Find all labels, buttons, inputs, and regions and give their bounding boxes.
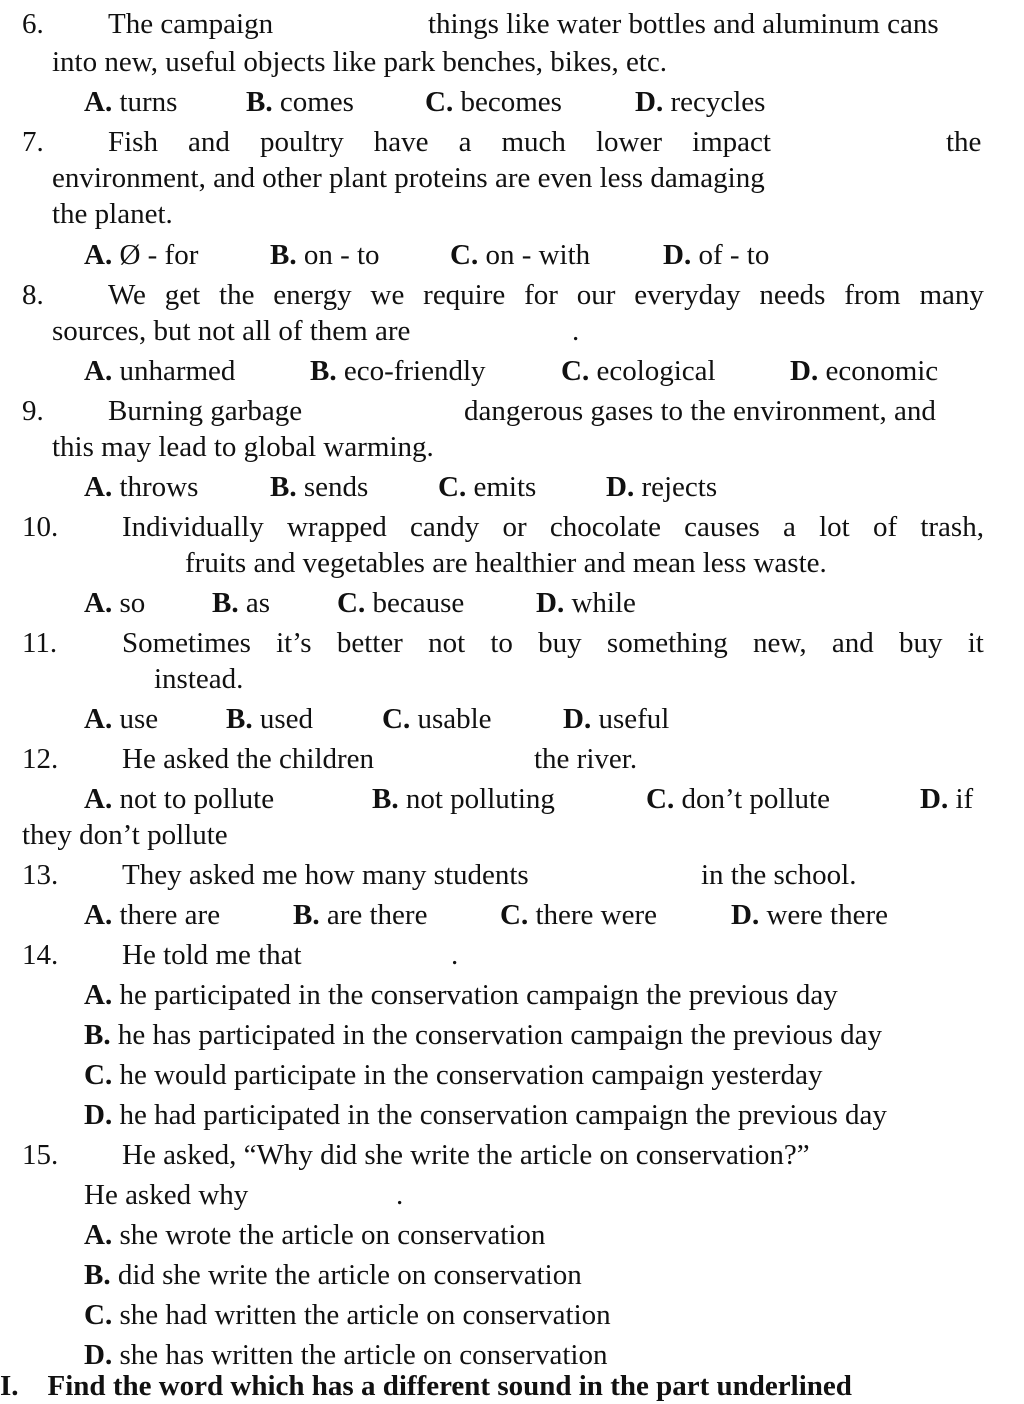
q15-blank-end: .	[396, 1179, 404, 1211]
q9-option-d[interactable]: D. rejects	[606, 471, 718, 503]
q6-text-part2: things like water bottles and aluminum cans	[428, 8, 939, 40]
q9-text-part1: Burning garbage	[108, 395, 303, 427]
q14-number: 14.	[22, 939, 59, 971]
q9-text-part2: dangerous gases to the environment, and	[464, 395, 936, 427]
q13-option-a[interactable]: A. there are	[84, 899, 221, 931]
q12-option-d-wrap: they don’t pollute	[22, 819, 228, 851]
q6-option-c[interactable]: C. becomes	[425, 86, 562, 118]
q9-option-a[interactable]: A. throws	[84, 471, 199, 503]
q12-text-part2: the river.	[534, 743, 638, 775]
q14-blank-end: .	[451, 939, 459, 971]
q6-text-line2: into new, useful objects like park benches, bikes, etc.	[52, 46, 667, 78]
q12-option-c[interactable]: C. don’t pollute	[646, 783, 830, 815]
q7-option-a[interactable]: A. Ø - for	[84, 239, 199, 271]
q14-option-d[interactable]: D. he had participated in the conservation campaign the previous day	[84, 1099, 887, 1131]
q8-option-b[interactable]: B. eco-friendly	[310, 355, 486, 387]
q13-number: 13.	[22, 859, 59, 891]
q13-option-d[interactable]: D. were there	[731, 899, 889, 931]
q8-option-a[interactable]: A. unharmed	[84, 355, 236, 387]
q7-text-line1: Fish and poultry have a much lower impact	[108, 126, 771, 158]
q10-option-a[interactable]: A. so	[84, 587, 146, 619]
q10-text-line2: fruits and vegetables are healthier and mean less waste.	[185, 547, 827, 579]
q8-text-line1: We get the energy we require for our everyday needs from many	[108, 279, 984, 311]
q7-text-line3: the planet.	[52, 198, 173, 230]
q6-option-a[interactable]: A. turns	[84, 86, 178, 118]
q15-option-d[interactable]: D. she has written the article on conservation	[84, 1339, 608, 1371]
q6-option-b[interactable]: B. comes	[246, 86, 354, 118]
q7-option-b[interactable]: B. on - to	[270, 239, 380, 271]
q6-option-d[interactable]: D. recycles	[635, 86, 766, 118]
q7-option-c[interactable]: C. on - with	[450, 239, 591, 271]
q10-option-c[interactable]: C. because	[337, 587, 465, 619]
q15-number: 15.	[22, 1139, 59, 1171]
q12-text-part1: He asked the children	[122, 743, 375, 775]
q11-text-line2: instead.	[154, 663, 244, 695]
q7-text-tail: the	[946, 126, 982, 158]
q13-option-b[interactable]: B. are there	[293, 899, 428, 931]
q15-option-a[interactable]: A. she wrote the article on conservation	[84, 1219, 546, 1251]
q11-option-b[interactable]: B. used	[226, 703, 314, 735]
q15-option-c[interactable]: C. she had written the article on conservation	[84, 1299, 611, 1331]
q11-text-line1: Sometimes it’s better not to buy something new, and buy it	[122, 627, 984, 659]
q14-option-c[interactable]: C. he would participate in the conservation campaign yesterday	[84, 1059, 823, 1091]
q9-option-b[interactable]: B. sends	[270, 471, 369, 503]
q8-option-c[interactable]: C. ecological	[561, 355, 716, 387]
q12-number: 12.	[22, 743, 59, 775]
q9-number: 9.	[22, 395, 44, 427]
q9-option-c[interactable]: C. emits	[438, 471, 537, 503]
q15-option-b[interactable]: B. did she write the article on conservation	[84, 1259, 582, 1291]
q10-option-b[interactable]: B. as	[212, 587, 271, 619]
q12-option-a[interactable]: A. not to pollute	[84, 783, 275, 815]
q11-option-c[interactable]: C. usable	[382, 703, 492, 735]
q7-option-d[interactable]: D. of - to	[663, 239, 770, 271]
q14-option-a[interactable]: A. he participated in the conservation campaign the previous day	[84, 979, 838, 1011]
q8-number: 8.	[22, 279, 44, 311]
q10-text-line1: Individually wrapped candy or chocolate causes a lot of trash,	[122, 511, 984, 543]
next-section-heading: I. Find the word which has a different sound in the part underlined	[0, 1370, 852, 1402]
q11-option-a[interactable]: A. use	[84, 703, 159, 735]
q10-option-d[interactable]: D. while	[536, 587, 636, 619]
q13-option-c[interactable]: C. there were	[500, 899, 658, 931]
q11-number: 11.	[22, 627, 58, 659]
q15-text-line2: He asked why	[84, 1179, 249, 1211]
q13-text-part1: They asked me how many students	[122, 859, 529, 891]
q6-number: 6.	[22, 8, 44, 40]
q13-text-part2: in the school.	[701, 859, 857, 891]
q12-option-d[interactable]: D. if	[920, 783, 974, 815]
q10-number: 10.	[22, 511, 59, 543]
q8-blank-end: .	[572, 315, 580, 347]
q14-text-part1: He told me that	[122, 939, 302, 971]
q8-option-d[interactable]: D. economic	[790, 355, 939, 387]
q14-option-b[interactable]: B. he has participated in the conservation campaign the previous day	[84, 1019, 883, 1051]
q6-text-part1: The campaign	[108, 8, 274, 40]
q9-text-line2: this may lead to global warming.	[52, 431, 434, 463]
q7-text-line2: environment, and other plant proteins are even less damaging	[52, 162, 765, 194]
q7-number: 7.	[22, 126, 44, 158]
q11-option-d[interactable]: D. useful	[563, 703, 670, 735]
q8-text-line2: sources, but not all of them are	[52, 315, 411, 347]
q15-text-part1: He asked, “Why did she write the article on conservation?”	[122, 1139, 810, 1171]
q12-option-b[interactable]: B. not polluting	[372, 783, 555, 815]
